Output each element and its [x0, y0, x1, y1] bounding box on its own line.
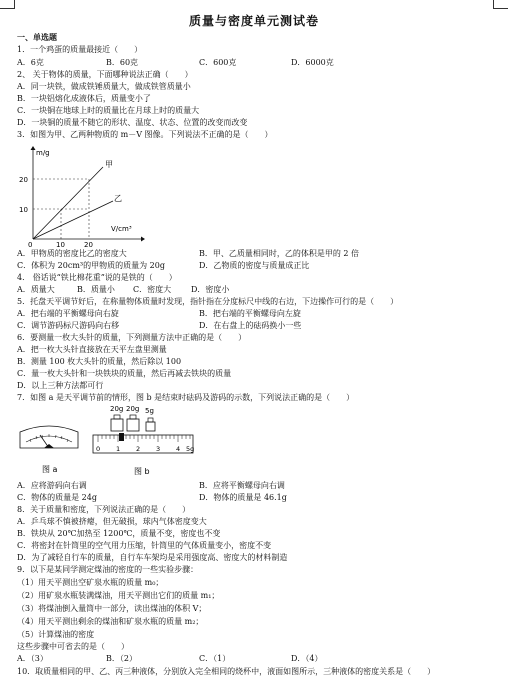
- q6-option-a: A．把一枚大头针直接放在天平左盘里测量: [17, 345, 167, 354]
- q2-option-a: A．同一块铁，做成铁锤质量大，做成铁管质量小: [17, 82, 191, 91]
- weight-20g-2: [127, 415, 139, 431]
- q5-option-d: D．在右盘上的砝码换小一些: [199, 321, 302, 330]
- q9-option-b: B．（2）: [106, 654, 137, 663]
- q7-option-a: A．应将游码向右调: [17, 481, 87, 490]
- q3-option-c: C．体积为 20cm³的甲物质的质量为 20g: [17, 261, 165, 270]
- y-axis-label: m/g: [36, 149, 50, 157]
- figure-a-label: 图 a: [42, 465, 58, 474]
- line-yi: [33, 201, 113, 239]
- q9-ask: 这些步骤中可省去的是（ ）: [17, 642, 129, 651]
- q5-option-c: C．调节游码标尺游码向右移: [17, 321, 120, 330]
- x-tick-0: 0: [28, 241, 33, 248]
- q7-option-b: B．应将平衡螺母向右调: [199, 481, 285, 490]
- q6-stem: 6．要测量一枚大头针的质量，下列测量方法中正确的是（ ）: [17, 333, 247, 342]
- weight-label-20g-1: 20g: [110, 405, 124, 413]
- q3-option-d: D．乙物质的密度与质量成正比: [199, 261, 310, 270]
- q2-option-c: C．一块铜在地球上时的质量比在月球上时的质量大: [17, 106, 200, 115]
- m-v-graph: [17, 143, 147, 248]
- q5-stem: 5．托盘天平调节好后，在称量物体质量时发现，指针指在分度标尺中线的右边，下边操作可行的是（ ）: [17, 297, 399, 306]
- q3-option-a: A．甲物质的密度比乙的密度大: [17, 249, 127, 258]
- q4-stem: 4． 俗话说“铁比棉花重”说的是铁的（ ）: [17, 273, 177, 282]
- q4-option-b: B．质量小: [77, 285, 115, 294]
- q2-option-d: D．一块铜的质量不随它的形状、温度、状态、位置的改变而改变: [17, 118, 248, 127]
- q9-step-1: （1）用天平测出空矿泉水瓶的质量 m₀；: [17, 578, 164, 587]
- q7-option-c: C．物体的质量是 24g: [17, 493, 97, 502]
- q1-option-c: C．600克: [199, 58, 237, 67]
- q6-option-c: C．量一枚大头针和一块铁块的质量，然后再减去铁块的质量: [17, 369, 232, 378]
- ruler-tick-0: 0: [96, 445, 101, 453]
- q7-stem: 7．如图 a 是天平调节前的情形，图 b 是结束时砝码及游码的示数，下列说法正确的是（ ）: [17, 393, 355, 402]
- weight-label-20g-2: 20g: [126, 405, 140, 413]
- q6-option-b: B．测量 100 枚大头针的质量，然后除以 100: [17, 357, 182, 366]
- ruler-tick-1: 1: [116, 445, 121, 453]
- q5-option-a: A．把右端的平衡螺母向右旋: [17, 309, 119, 318]
- weight-label-5g: 5g: [145, 407, 154, 415]
- x-tick-10: 10: [56, 241, 65, 248]
- corner-mark-right: [493, 0, 508, 9]
- rider-ruler: [93, 433, 194, 453]
- q9-option-d: D．（4）: [291, 654, 323, 663]
- q1-option-d: D．6000克: [291, 58, 334, 67]
- line-jia: [33, 167, 103, 239]
- q4-option-a: A．质量大: [17, 285, 55, 294]
- q8-option-b: B．铁块从 20℃加热至 1200℃，质量不变，密度也不变: [17, 529, 221, 538]
- y-tick-20: 20: [19, 176, 28, 184]
- q2-option-b: B．一块铝熔化成液体后，质量变小了: [17, 94, 151, 103]
- weights-and-ruler-figure-b: [90, 402, 200, 480]
- x-tick-20: 20: [84, 241, 93, 248]
- q9-option-a: A．（3）: [17, 654, 48, 663]
- figure-b-label: 图 b: [134, 467, 150, 476]
- weight-5g: [146, 418, 155, 431]
- x-axis-label: V/cm³: [111, 225, 132, 233]
- q9-step-5: （5）计算煤油的密度: [17, 630, 95, 639]
- q9-stem: 9．以下是某同学测定煤油的密度的一些实验步骤：: [17, 565, 199, 574]
- q1-stem: 1．一个鸡蛋的质量最接近（ ）: [17, 45, 143, 54]
- q6-option-d: D．以上三种方法都可行: [17, 381, 104, 390]
- line-jia-label: 甲: [105, 160, 113, 169]
- q5-option-b: B．把右端的平衡螺母向左旋: [199, 309, 301, 318]
- y-tick-10: 10: [19, 206, 28, 214]
- ruler-tick-3: 3: [156, 445, 161, 453]
- q1-option-a: A．6克: [17, 58, 44, 67]
- q1-option-b: B．60克: [106, 58, 139, 67]
- q8-option-c: C．将密封在针筒里的空气用力压缩，针筒里的气体质量变小，密度不变: [17, 541, 272, 550]
- q2-stem: 2、 关于物体的质量，下面哪种说法正确（ ）: [17, 70, 193, 79]
- weight-20g-1: [111, 415, 123, 431]
- q8-option-d: D．为了减轻自行车的质量，自行车车架均是采用强度高、密度大的材料制造: [17, 553, 288, 562]
- corner-mark-left: [0, 0, 15, 9]
- q3-option-b: B．甲、乙质量相同时，乙的体积是甲的 2 倍: [199, 249, 360, 258]
- page-title: 质量与密度单元测试卷: [188, 14, 319, 28]
- ruler-tick-4: 4: [176, 445, 181, 453]
- section-heading: 一、单选题: [17, 33, 57, 42]
- q4-option-c: C．密度大: [133, 285, 172, 294]
- q9-step-2: （2）用矿泉水瓶装满煤油，用天平测出它们的质量 m₁；: [17, 591, 220, 600]
- rider: [119, 433, 124, 441]
- q9-step-3: （3）将煤油倒入量筒中一部分，读出煤油的体积 V；: [17, 604, 207, 613]
- q9-step-4: （4）用天平测出剩余的煤油和矿泉水瓶的质量 m₂；: [17, 617, 204, 626]
- q9-option-c: C．（1）: [199, 654, 231, 663]
- q3-stem: 3．如图为甲、乙两种物质的 m－V 图像。下列说法不正确的是（ ）: [17, 130, 273, 139]
- line-yi-label: 乙: [114, 194, 122, 203]
- q7-option-d: D．物体的质量是 46.1g: [199, 493, 287, 502]
- q4-option-d: D．密度小: [191, 285, 230, 294]
- q8-option-a: A．乒乓球不慎被挤瘪，但无破损，球内气体密度变大: [17, 517, 207, 526]
- ruler-tick-2: 2: [136, 445, 141, 453]
- ruler-tick-5g: 5g: [186, 445, 195, 453]
- q10-stem: 10．取质量相同的甲、乙、丙三种液体，分别放入完全相同的烧杯中，液面如图所示，三种液体的密度关系是（ ）: [17, 667, 436, 676]
- balance-scale-figure-a: [14, 418, 84, 478]
- q8-stem: 8．关于质量和密度，下列说法正确的是（ ）: [17, 505, 191, 514]
